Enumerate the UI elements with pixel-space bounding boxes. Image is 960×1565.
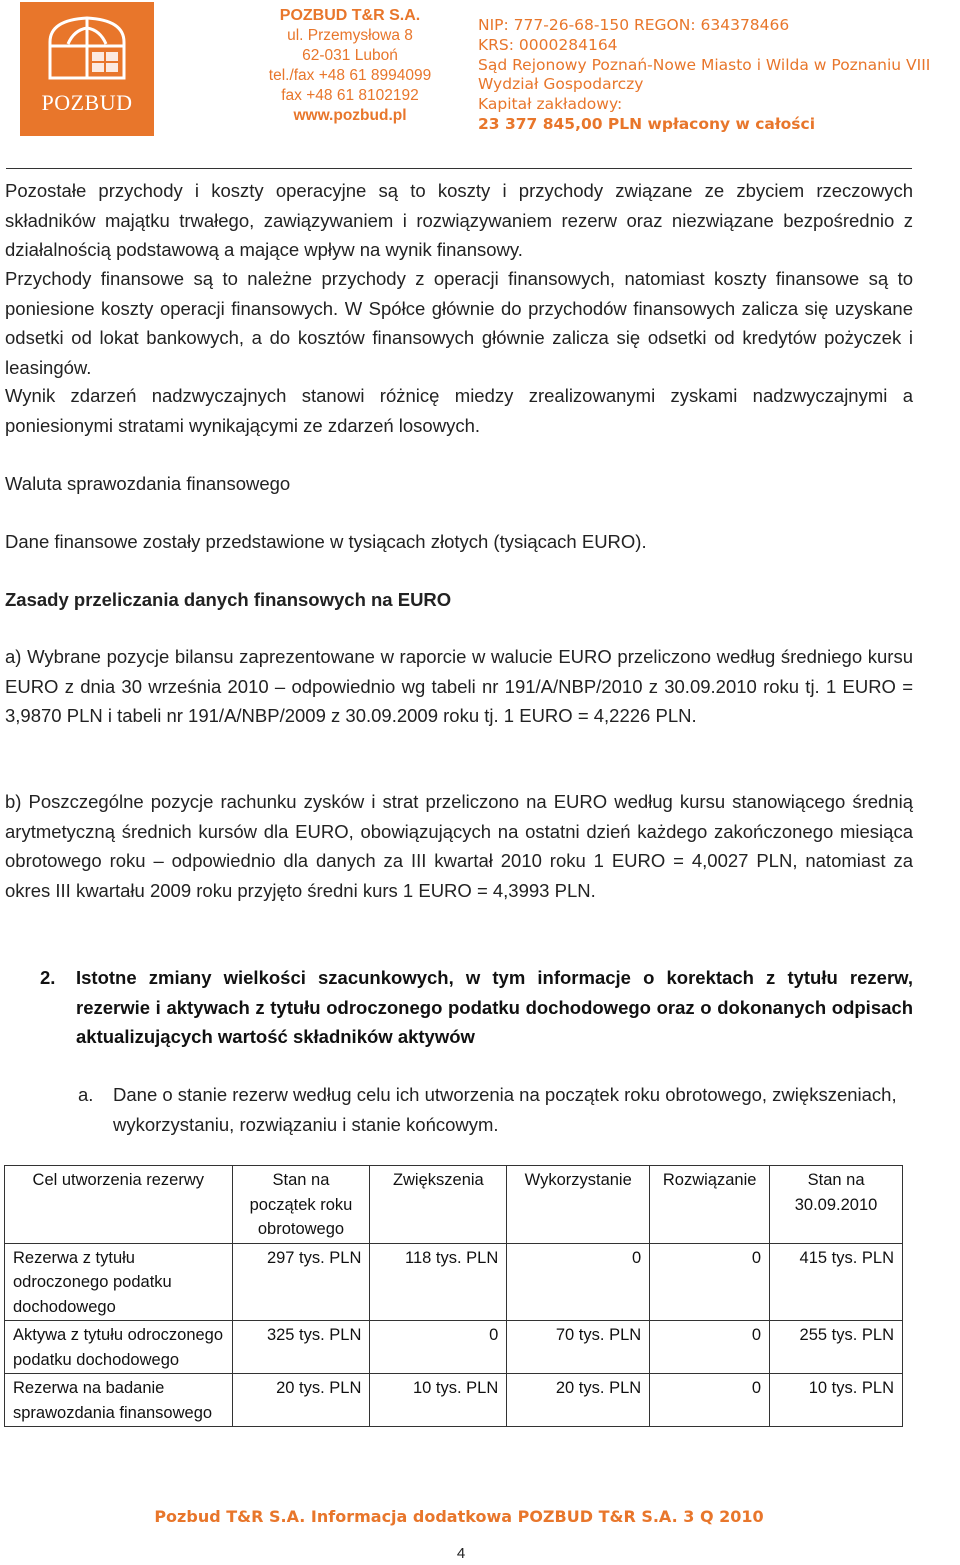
nip-regon: NIP: 777-26-68-150 REGON: 634378466 [478,16,790,34]
table-row [5,1321,903,1374]
table-header-row [5,1166,903,1244]
list-item-a-text: Dane o stanie rezerw według celu ich utworzenia na początek roku obrotowego, zwiększeniach, wykorzystaniu, rozwiązaniu i stanie końcowym. [113,1084,897,1135]
header-divider [6,168,912,169]
address-city: 62-031 Luboń [302,47,398,64]
capital-label: Kapitał zakładowy: [478,95,623,114]
table-cell: 118 tys. PLN [370,1243,507,1321]
table-row [5,1243,903,1321]
capital-value: 23 377 845,00 PLN wpłacony w całości [478,114,816,133]
address-street: ul. Przemysłowa 8 [287,27,413,44]
column-header: Stan na 30.09.2010 [770,1166,903,1244]
registry-info-block [478,16,958,135]
court-name: Sąd Rejonowy Poznań-Nowe Miasto i Wilda w Poznaniu VIII [478,55,931,74]
section-2-heading [40,963,913,1052]
table-cell: Rezerwa z tytułu odroczonego podatku dochodowego [5,1243,233,1321]
column-header: Zwiększenia [370,1166,507,1244]
table-cell: 70 tys. PLN [507,1321,650,1374]
list-item-a [78,1080,913,1139]
table-cell: 0 [507,1243,650,1321]
section-2-title: Istotne zmiany wielkości szacunkowych, w tym informacje o korektach z tytułu rezerw, rezerwie i aktywach z tytułu odroczonego podatku dochodowego oraz o dokonanych odpisach aktualizujących wartość składników aktywów [76,967,913,1047]
column-header: Cel utworzenia rezerwy [5,1166,233,1244]
table-cell: 255 tys. PLN [770,1321,903,1374]
table-row [5,1374,903,1427]
page-number: 4 [456,1545,466,1562]
krs-number: KRS: 0000284164 [478,35,618,54]
list-item-a-marker: a. [78,1084,94,1105]
company-logo [20,2,154,136]
table-cell: 415 tys. PLN [770,1243,903,1321]
currency-heading: Waluta sprawozdania finansowego [5,473,291,494]
fax-number: fax +48 61 8102192 [281,87,419,104]
conversion-rule-a: a) Wybrane pozycje bilansu zaprezentowane w raporcie w walucie EURO przeliczono według średniego kursu EURO z dnia 30 września 2010 – odpowiednio wg tabeli nr 191/A/NBP/2010 z 30.09.2010 roku tj. 1 EURO = 3,9870 PLN i tabeli nr 191/A/NBP/2009 z 30.09.2009 roku tj. 1 EURO = 4,2226 PLN. [5,646,913,726]
company-address-block [230,6,470,126]
table-cell: 297 tys. PLN [232,1243,370,1321]
column-header: Stan na początek roku obrotowego [232,1166,370,1244]
court-department: Wydział Gospodarczy [478,75,644,94]
table-cell: 0 [370,1321,507,1374]
table-cell: 20 tys. PLN [232,1374,370,1427]
section-2-number: 2. [40,967,56,988]
conversion-heading: Zasady przeliczania danych finansowych na EURO [5,589,452,610]
currency-text: Dane finansowe zostały przedstawione w tysiącach złotych (tysiącach EURO). [5,531,647,552]
page-footer: Pozbud T&R S.A. Informacja dodatkowa POZBUD T&R S.A. 3 Q 2010 [154,1507,764,1526]
logo-wordmark: POZBUD [41,90,133,115]
table-cell: 325 tys. PLN [232,1321,370,1374]
website-link[interactable]: www.pozbud.pl [293,107,407,124]
conversion-rule-b: b) Poszczególne pozycje rachunku zysków i strat przeliczono na EURO według kursu stanowiącego średnią arytmetyczną średnich kursów dla EURO, obowiązujących na ostatni dzień każdego zakończonego miesiąca obrotowego roku – odpowiednio dla danych za III kwartał 2010 roku 1 EURO = 4,0027 PLN, natomiast za okres III kwartału 2009 roku przyjęto średni kurs 1 EURO = 4,3993 PLN. [5,791,913,901]
column-header: Wykorzystanie [507,1166,650,1244]
paragraph-financial-income: Przychody finansowe są to należne przychody z operacji finansowych, natomiast koszty finansowe są to poniesione koszty operacji finansowych. W Spółce głównie do przychodów finansowych zalicza się uzyskane odsetki od lokat bankowych, a do kosztów finansowych głównie zalicza się odsetki od kredytów pożyczek i leasingów. [5,268,913,378]
paragraph-extraordinary-result: Wynik zdarzeń nadzwyczajnych stanowi różnicę miedzy zrealizowanymi zyskami nadzwyczajnymi a poniesionymi stratami wynikającymi ze zdarzeń losowych. [5,385,913,436]
table-cell: 10 tys. PLN [370,1374,507,1427]
table-cell: 20 tys. PLN [507,1374,650,1427]
paragraph-operating-income: Pozostałe przychody i koszty operacyjne są to koszty i przychody związane ze zbyciem rzeczowych składników majątku trwałego, zawiązywaniem i rozwiązywaniem rezerw oraz niezwiązane bezpośrednio z działalnością podstawową a mające wpływ na wynik finansowy. [5,180,913,260]
table-cell: Aktywa z tytułu odroczonego podatku dochodowego [5,1321,233,1374]
table-cell: 0 [650,1374,770,1427]
table-cell: Rezerwa na badanie sprawozdania finansowego [5,1374,233,1427]
table-cell: 0 [650,1243,770,1321]
phone-number: tel./fax +48 61 8994099 [268,67,432,84]
company-name: POZBUD T&R S.A. [279,7,421,24]
column-header: Rozwiązanie [650,1166,770,1244]
table-cell: 0 [650,1321,770,1374]
reserves-table [4,1165,903,1427]
table-cell: 10 tys. PLN [770,1374,903,1427]
